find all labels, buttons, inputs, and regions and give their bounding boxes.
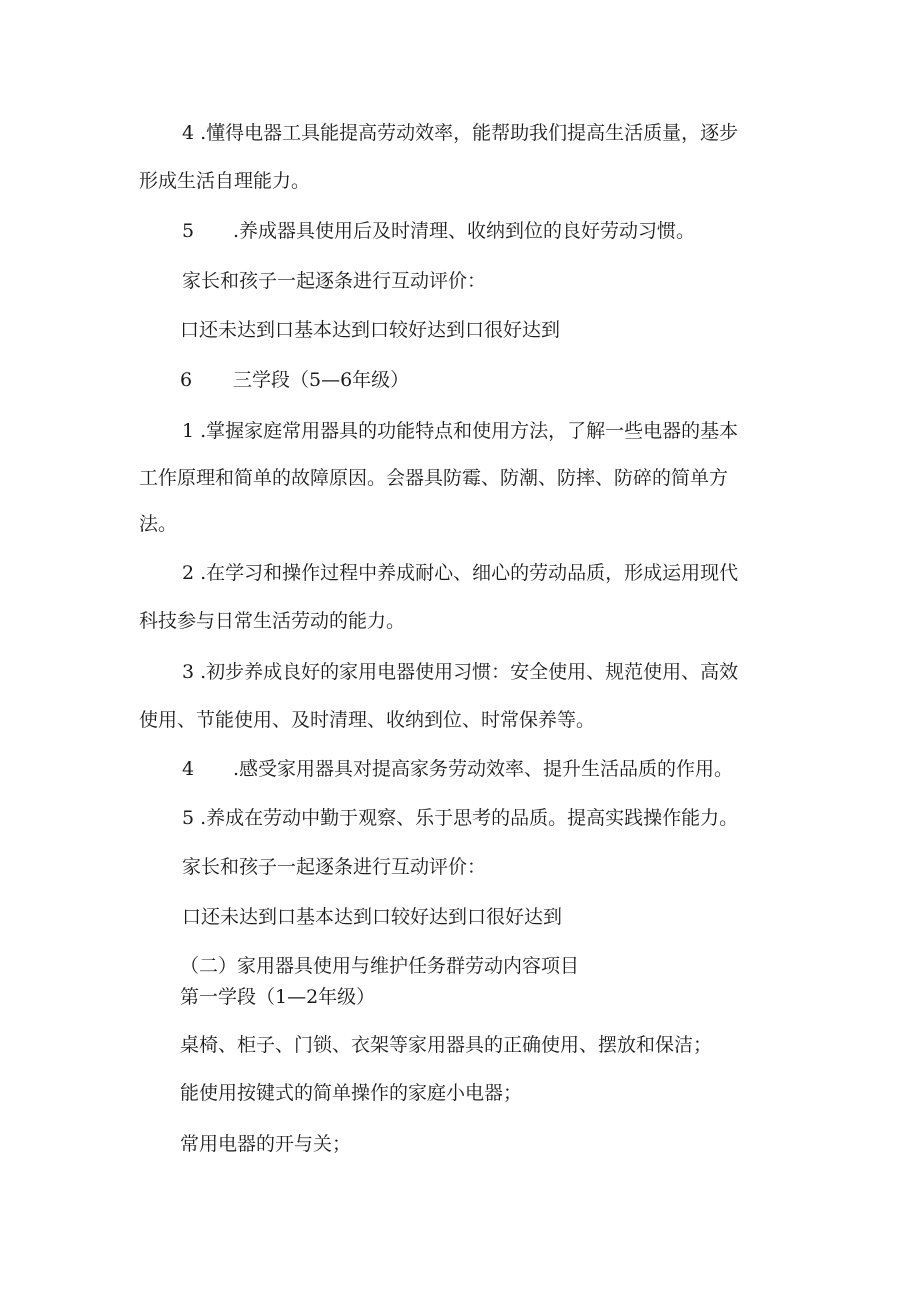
- paragraph-line: 形成生活自理能力。: [139, 170, 311, 192]
- paragraph-line: 常用电器的开与关；: [180, 1133, 352, 1155]
- paragraph-line: 科技参与日常生活劳动的能力。: [139, 610, 406, 632]
- evaluation-options: 口还未达到口基本达到口较好达到口很好达到: [180, 319, 561, 341]
- paragraph-line: 桌椅、柜子、门锁、衣架等家用器具的正确使用、摆放和保洁；: [180, 1034, 713, 1056]
- section-heading: （二）家用器具使用与维护任务群劳动内容项目: [180, 955, 580, 977]
- paragraph-line: 能使用按键式的简单操作的家庭小电器；: [180, 1082, 523, 1104]
- paragraph-line: .养成器具使用后及时清理、收纳到位的良好劳动习惯。: [233, 220, 696, 242]
- paragraph-line: 3 .初步养成良好的家用电器使用习惯：安全使用、规范使用、高效: [182, 661, 739, 683]
- section-heading: 三学段（5—6年级）: [233, 369, 410, 391]
- paragraph-line: 法。: [139, 513, 178, 535]
- list-number: 6: [180, 369, 193, 391]
- evaluation-prompt: 家长和孩子一起逐条进行互动评价：: [182, 856, 487, 878]
- list-number: 5: [182, 220, 195, 242]
- subsection-heading: 第一学段（1—2年级）: [180, 986, 376, 1008]
- paragraph-line: .感受家用器具对提高家务劳动效率、提升生活品质的作用。: [233, 758, 734, 780]
- paragraph-line: 使用、节能使用、及时清理、收纳到位、时常保养等。: [139, 709, 596, 731]
- evaluation-prompt: 家长和孩子一起逐条进行互动评价：: [182, 270, 487, 292]
- paragraph-line: 4 .懂得电器工具能提高劳动效率，能帮助我们提高生活质量，逐步: [182, 122, 739, 144]
- paragraph-line: 1 .掌握家庭常用器具的功能特点和使用方法，了解一些电器的基本: [182, 420, 739, 442]
- evaluation-options: 口还未达到口基本达到口较好达到口很好达到: [182, 906, 563, 928]
- paragraph-line: 5 .养成在劳动中勤于观察、乐于思考的品质。提高实践操作能力。: [182, 807, 739, 829]
- paragraph-line: 2 .在学习和操作过程中养成耐心、细心的劳动品质，形成运用现代: [182, 562, 739, 584]
- paragraph-line: 工作原理和简单的故障原因。会器具防霉、防潮、防摔、防碎的简单方: [139, 467, 729, 489]
- list-number: 4: [182, 758, 195, 780]
